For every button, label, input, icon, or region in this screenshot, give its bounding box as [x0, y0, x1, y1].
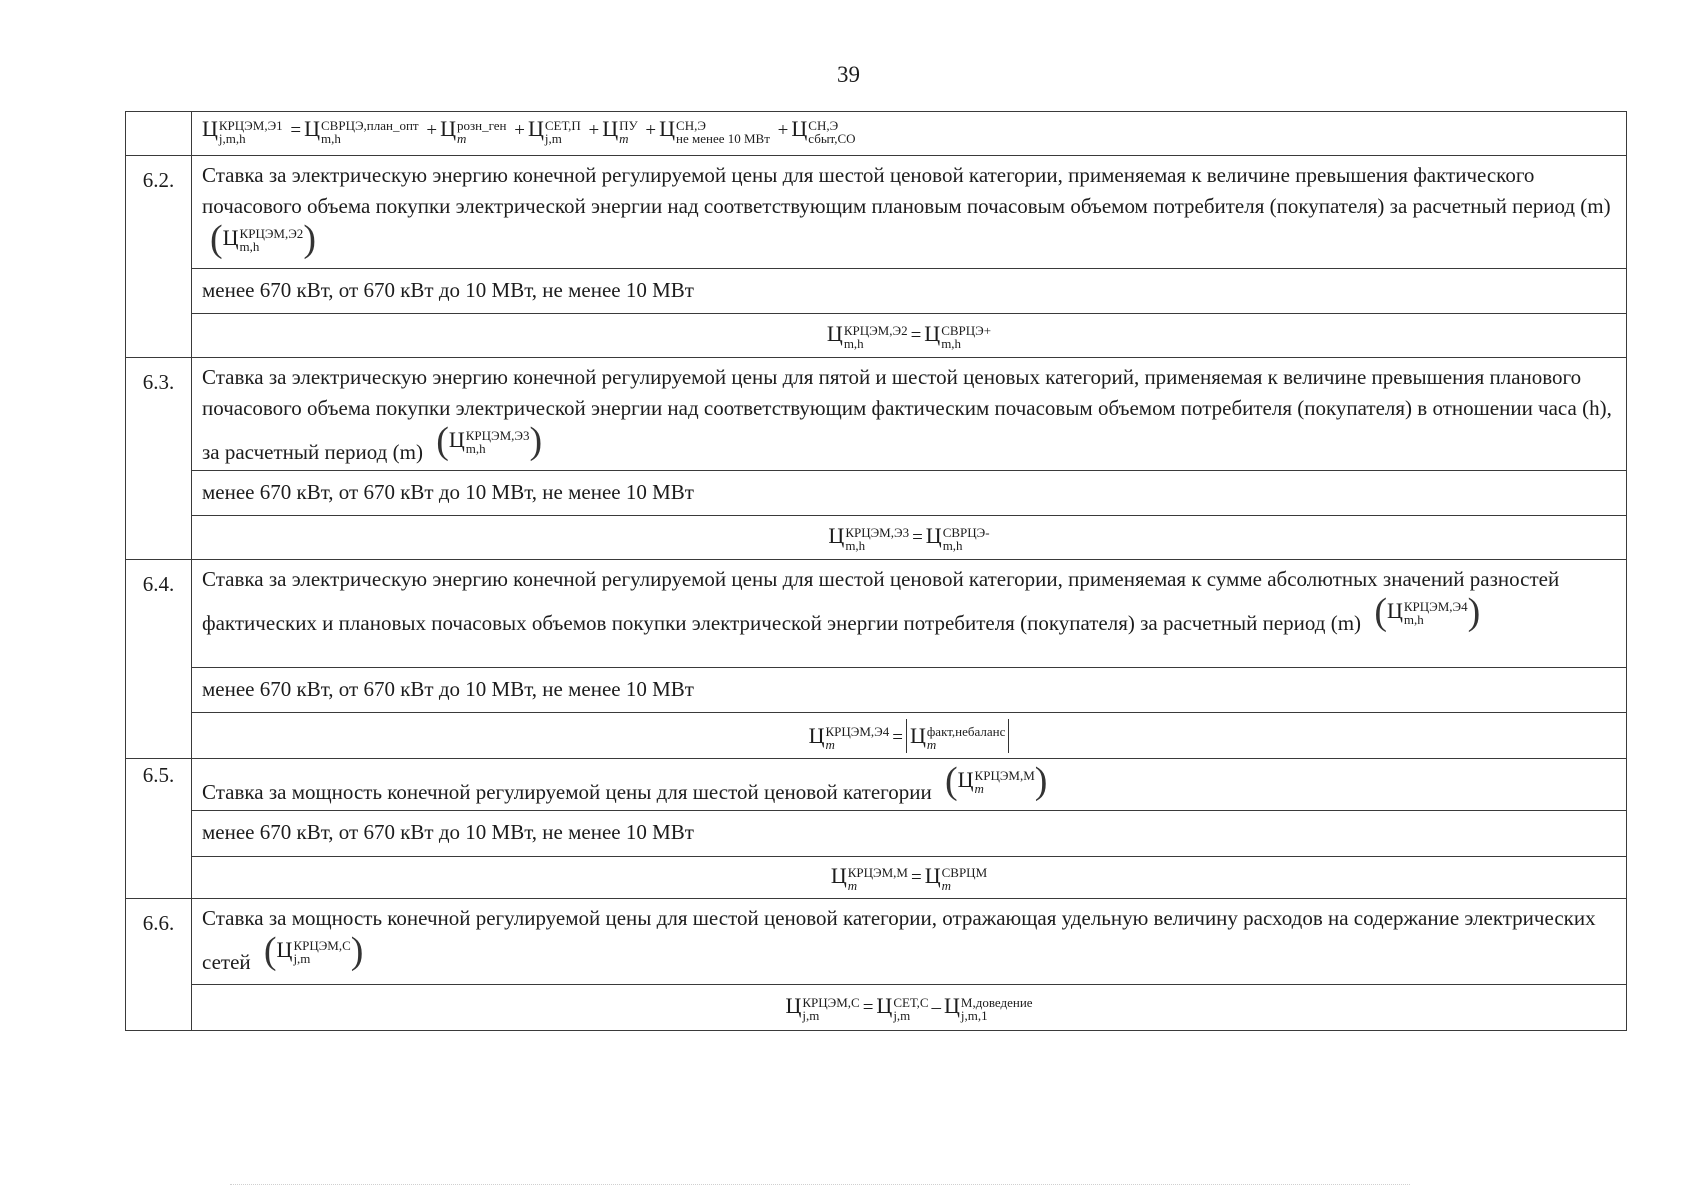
- table-row: [126, 516, 1627, 560]
- scan-artifact-line: [230, 1184, 1410, 1186]
- row-description: Ставка за электрическую энергию конечной регулируемой цены для шестой ценовой категории, применяемая к сумме абсолютных значений разностей фактических и плановых почасовых объемов покупки электрической энергии потребителя (покупателя) за расчетный период (m) (Ц КРЦЭМ,Э4 m,h ): [192, 560, 1627, 668]
- formula-e3: Ц КРЦЭМ,Э3 m,h = Ц СВРЦЭ- m,h: [828, 523, 990, 553]
- row-description: Ставка за электрическую энергию конечной регулируемой цены для пятой и шестой ценовых категорий, применяемая к величине превышения планового почасового объема покупки электрической энергии над соответствующим фактическим почасовым объемом потребителя (покупателя) в отношении часа (h), за расчетный период (m) (Ц КРЦЭМ,Э3 m,h ): [192, 358, 1627, 471]
- table-row: [126, 985, 1627, 1031]
- formula-cell: [192, 314, 1627, 358]
- row-number: 6.4.: [126, 560, 192, 759]
- capacity-ranges: менее 670 кВт, от 670 кВт до 10 МВт, не менее 10 МВт: [192, 811, 1627, 857]
- table-row: [126, 358, 1627, 471]
- page-number: 39: [837, 62, 860, 87]
- table-row: [126, 560, 1627, 668]
- row-number: 6.6.: [126, 899, 192, 1031]
- table-row: [126, 156, 1627, 269]
- row-number: 6.5.: [126, 759, 192, 899]
- rate-symbol: (Ц КРЦЭМ,Э2 m,h ): [210, 218, 316, 260]
- formula-cell: [192, 516, 1627, 560]
- rate-symbol: (Ц КРЦЭМ,М m ): [945, 760, 1048, 802]
- rate-symbol: (Ц КРЦЭМ,Э3 m,h ): [436, 420, 543, 462]
- table-row: [126, 713, 1627, 759]
- capacity-ranges: менее 670 кВт, от 670 кВт до 10 МВт, не менее 10 МВт: [192, 471, 1627, 516]
- row-description: Ставка за электрическую энергию конечной регулируемой цены для шестой ценовой категории, применяемая к величине превышения фактического почасового объема покупки электрической энергии над соответствующим плановым почасовым объемом потребителя (покупателя) за расчетный период (m) (Ц КРЦЭМ,Э2 m,h ): [192, 156, 1627, 269]
- row-description: Ставка за мощность конечной регулируемой цены для шестой ценовой категории (Ц КРЦЭМ,М m ): [192, 759, 1627, 811]
- formula-row-continuation: [126, 112, 1627, 156]
- table-row: [126, 471, 1627, 516]
- row-number: 6.2.: [126, 156, 192, 358]
- row-description: Ставка за мощность конечной регулируемой цены для шестой ценовой категории, отражающая удельную величину расходов на содержание электрических сетей (Ц КРЦЭМ,С j,m ): [192, 899, 1627, 985]
- formula-cell: [192, 985, 1627, 1031]
- formula-m: Ц КРЦЭМ,М m = Ц СВРЦМ m: [830, 863, 988, 893]
- formula-cell: [192, 713, 1627, 759]
- formula-e2: Ц КРЦЭМ,Э2 m,h = Ц СВРЦЭ+ m,h: [826, 321, 992, 351]
- table-row: [126, 811, 1627, 857]
- formula-c: Ц КРЦЭМ,С j,m = Ц СЕТ,С j,m – Ц М,доведение j,m,1: [785, 993, 1033, 1023]
- formula-e1: Ц КРЦЭМ,Э1 j,m,h = Ц СВРЦЭ,план_опт m,h + Ц розн_ген m + Ц СЕТ,П j,m + Ц ПУ m + Ц СН,Э не менее 10 МВт + Ц СН,Э сбыт,СО: [202, 116, 856, 146]
- empty-number-cell: [126, 112, 192, 156]
- formula-e4: Ц КРЦЭМ,Э4 m = Ц факт,небаланс m: [809, 719, 1010, 753]
- table-row: [126, 899, 1627, 985]
- row-number: 6.3.: [126, 358, 192, 560]
- table-row: [126, 314, 1627, 358]
- table-row: [126, 857, 1627, 899]
- capacity-ranges: менее 670 кВт, от 670 кВт до 10 МВт, не менее 10 МВт: [192, 269, 1627, 314]
- table-row: [126, 269, 1627, 314]
- formula-cell: [192, 112, 1627, 156]
- tariff-table: [125, 111, 1627, 1031]
- rate-symbol: (Ц КРЦЭМ,С j,m ): [263, 930, 364, 972]
- capacity-ranges: менее 670 кВт, от 670 кВт до 10 МВт, не менее 10 МВт: [192, 668, 1627, 713]
- formula-cell: [192, 857, 1627, 899]
- table-row: [126, 759, 1627, 811]
- table-row: [126, 668, 1627, 713]
- rate-symbol: (Ц КРЦЭМ,Э4 m,h ): [1374, 591, 1481, 633]
